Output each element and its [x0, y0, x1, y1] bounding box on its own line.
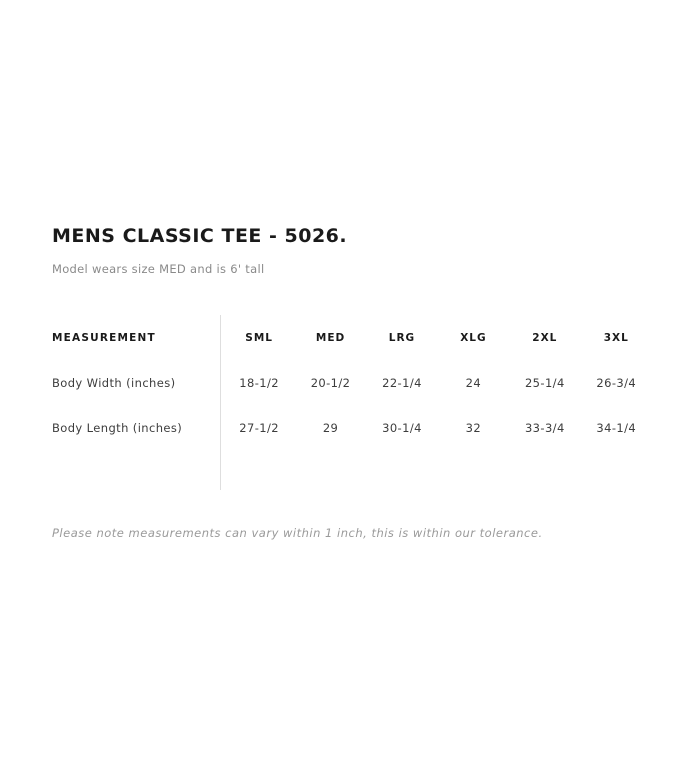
column-header-xlg: XLG — [460, 331, 487, 344]
cell-body-width-lrg: 22-1/4 — [382, 375, 422, 390]
column-header-2xl: 2XL — [532, 331, 558, 344]
cell-body-length-2xl: 33-3/4 — [524, 420, 565, 435]
page-subtitle: Model wears size MED and is 6' tall — [52, 261, 265, 276]
page-header — [52, 225, 652, 276]
cell-body-length-lrg: 30-1/4 — [382, 420, 422, 435]
column-header-3xl: 3XL — [603, 331, 629, 344]
page-title: MENS CLASSIC TEE - 5026. — [52, 225, 348, 247]
row-label-body-length: Body Length (inches) — [52, 420, 183, 435]
table-row — [52, 405, 652, 450]
table-row — [52, 360, 652, 405]
column-header-sml: SML — [245, 331, 273, 344]
cell-body-width-2xl: 25-1/4 — [524, 375, 565, 390]
cell-body-width-3xl: 26-3/4 — [596, 375, 637, 390]
tolerance-note: Please note measurements can vary within 1 inch, this is within our tolerance. — [52, 526, 543, 540]
column-header-measurement: MEASUREMENT — [52, 331, 156, 344]
cell-body-width-xlg: 24 — [465, 375, 482, 390]
size-table — [52, 315, 652, 450]
cell-body-length-3xl: 34-1/4 — [596, 420, 637, 435]
cell-body-length-sml: 27-1/2 — [239, 420, 279, 435]
cell-body-width-med: 20-1/2 — [310, 375, 351, 390]
table-header-row — [52, 315, 652, 360]
column-header-lrg: LRG — [388, 331, 416, 344]
size-table-container — [52, 315, 652, 450]
row-label-body-width: Body Width (inches) — [52, 375, 176, 390]
cell-body-length-med: 29 — [322, 420, 339, 435]
cell-body-length-xlg: 32 — [465, 420, 482, 435]
column-header-med: MED — [315, 331, 346, 344]
cell-body-width-sml: 18-1/2 — [239, 375, 279, 390]
